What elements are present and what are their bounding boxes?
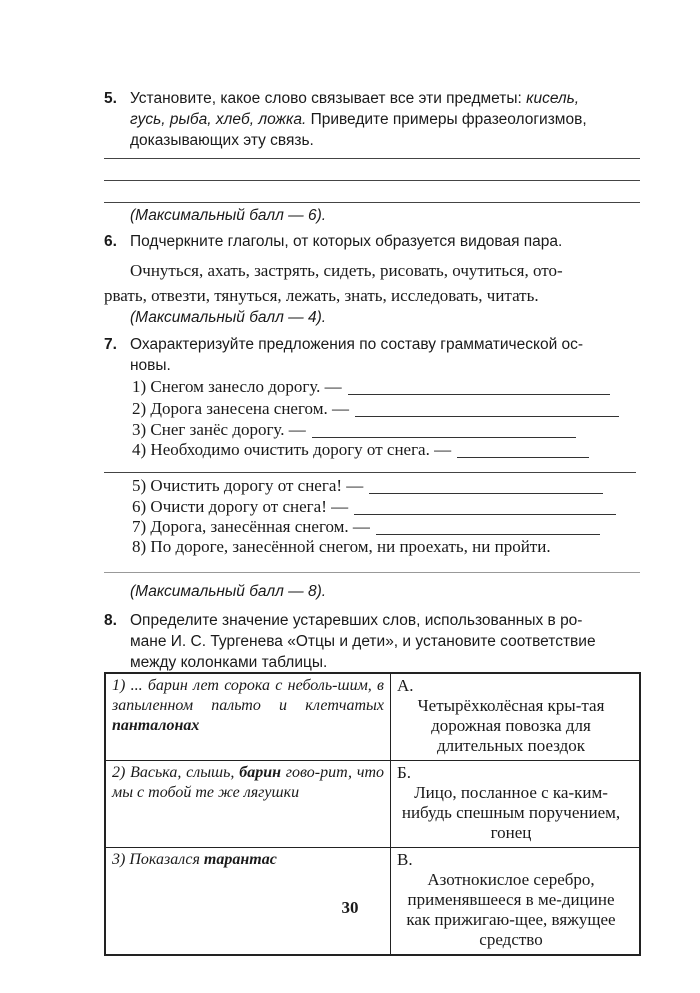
answer-line[interactable] <box>348 393 610 395</box>
question-8 <box>104 610 644 673</box>
question-8-number: 8. <box>104 612 117 629</box>
sentence-1: 1) Снегом занесло дорогу. — <box>132 377 342 396</box>
sentence-3: 3) Снег занёс дорогу. — <box>132 420 306 439</box>
sentence-row-3 <box>132 420 576 440</box>
sentence-row-6 <box>132 497 616 517</box>
sentence-row-1 <box>132 377 610 397</box>
meaning-cell <box>391 673 641 761</box>
sentence-row-2 <box>132 399 619 419</box>
question-5-items: кисель, <box>526 90 580 107</box>
question-8-text: Определите значение устаревших слов, использованных в ро- <box>130 612 583 629</box>
answer-line[interactable] <box>312 436 576 438</box>
question-5-text: Установите, какое слово связывает все эти предметы: <box>130 90 527 107</box>
answer-line[interactable] <box>104 158 640 159</box>
answer-line[interactable] <box>104 180 640 181</box>
sentence-row-4 <box>132 440 589 460</box>
table-row <box>105 761 640 848</box>
quote-keyword: барин <box>239 764 281 781</box>
question-7 <box>104 334 644 376</box>
question-5 <box>104 88 644 151</box>
question-6-number: 6. <box>104 233 117 250</box>
question-5-number: 5. <box>104 90 117 107</box>
sentence-row-5 <box>132 476 603 496</box>
sentence-5: 5) Очистить дорогу от снега! — <box>132 476 364 495</box>
answer-line[interactable] <box>376 533 600 535</box>
question-7-text: Охарактеризуйте предложения по составу грамматической ос- <box>130 336 584 353</box>
answer-line[interactable] <box>355 415 619 417</box>
meaning-letter: Б. <box>397 763 412 782</box>
verbs-line-1: Очнуться, ахать, застрять, сидеть, рисовать, очутиться, ото- <box>130 261 563 280</box>
question-6-text: Подчеркните глаголы, от которых образуется видовая пара. <box>130 233 563 250</box>
answer-line[interactable] <box>369 492 603 494</box>
question-8-text-end: между колонками таблицы. <box>130 654 328 671</box>
meaning-cell <box>391 761 641 848</box>
answer-line[interactable] <box>457 456 589 458</box>
answer-line[interactable] <box>104 472 636 473</box>
table-row <box>105 673 640 761</box>
question-7-text-cont: новы. <box>130 357 171 374</box>
question-6 <box>104 233 644 251</box>
quote-cell <box>105 761 391 848</box>
sentence-7: 7) Дорога, занесённая снегом. — <box>132 517 370 536</box>
answer-line[interactable] <box>354 513 616 515</box>
sentence-row-7 <box>132 517 600 537</box>
quote-text: 2) Васька, слышь, <box>112 764 240 781</box>
sentence-2: 2) Дорога занесена снегом. — <box>132 399 349 418</box>
meaning-letter: В. <box>397 850 413 869</box>
quote-text-end: гово-рит, что мы с тобой те же лягушки <box>112 764 385 801</box>
question-5-text-cont: Приведите примеры фразеологизмов, <box>306 111 587 128</box>
meaning-text: Четырёхколёсная кры-тая дорожная повозка для длительных поездок <box>417 696 605 755</box>
page-number: 30 <box>341 898 359 917</box>
meaning-letter: А. <box>397 676 414 695</box>
quote-keyword: панталонах <box>112 717 200 734</box>
question-7-score: (Максимальный балл — 8). <box>130 583 327 600</box>
question-7-number: 7. <box>104 336 117 353</box>
meaning-text: Азотнокислое серебро, применявшееся в ме-дицине как прижигаю-щее, вяжущее средство <box>406 870 616 949</box>
verbs-line-2: рвать, отвезти, тянуться, лежать, знать, исследовать, читать. <box>104 286 539 305</box>
answer-line[interactable] <box>104 202 640 203</box>
quote-keyword: тарантас <box>203 851 277 868</box>
question-5-score: (Максимальный балл — 6). <box>130 207 327 224</box>
question-8-text-cont: мане И. С. Тургенева «Отцы и дети», и установите соответствие <box>130 633 596 650</box>
sentence-6: 6) Очисти дорогу от снега! — <box>132 497 349 516</box>
sentence-8: 8) По дороге, занесённой снегом, ни проехать, ни пройти. <box>132 537 551 556</box>
quote-cell <box>105 673 391 761</box>
meaning-text: Лицо, посланное с ка-ким-нибудь спешным поручением, гонец <box>401 783 621 842</box>
quote-text: 1) ... барин лет сорока с неболь-шим, в запыленном пальто и клетчатых <box>112 677 384 714</box>
question-5-items-cont: гусь, рыба, хлеб, ложка. <box>130 111 307 128</box>
quote-text: 3) Показался <box>112 851 204 868</box>
question-5-text-end: доказывающих эту связь. <box>130 132 314 149</box>
question-6-score: (Максимальный балл — 4). <box>130 309 327 326</box>
answer-line[interactable] <box>104 572 640 573</box>
sentence-4: 4) Необходимо очистить дорогу от снега. — <box>132 440 452 459</box>
sentence-row-8 <box>132 537 551 557</box>
